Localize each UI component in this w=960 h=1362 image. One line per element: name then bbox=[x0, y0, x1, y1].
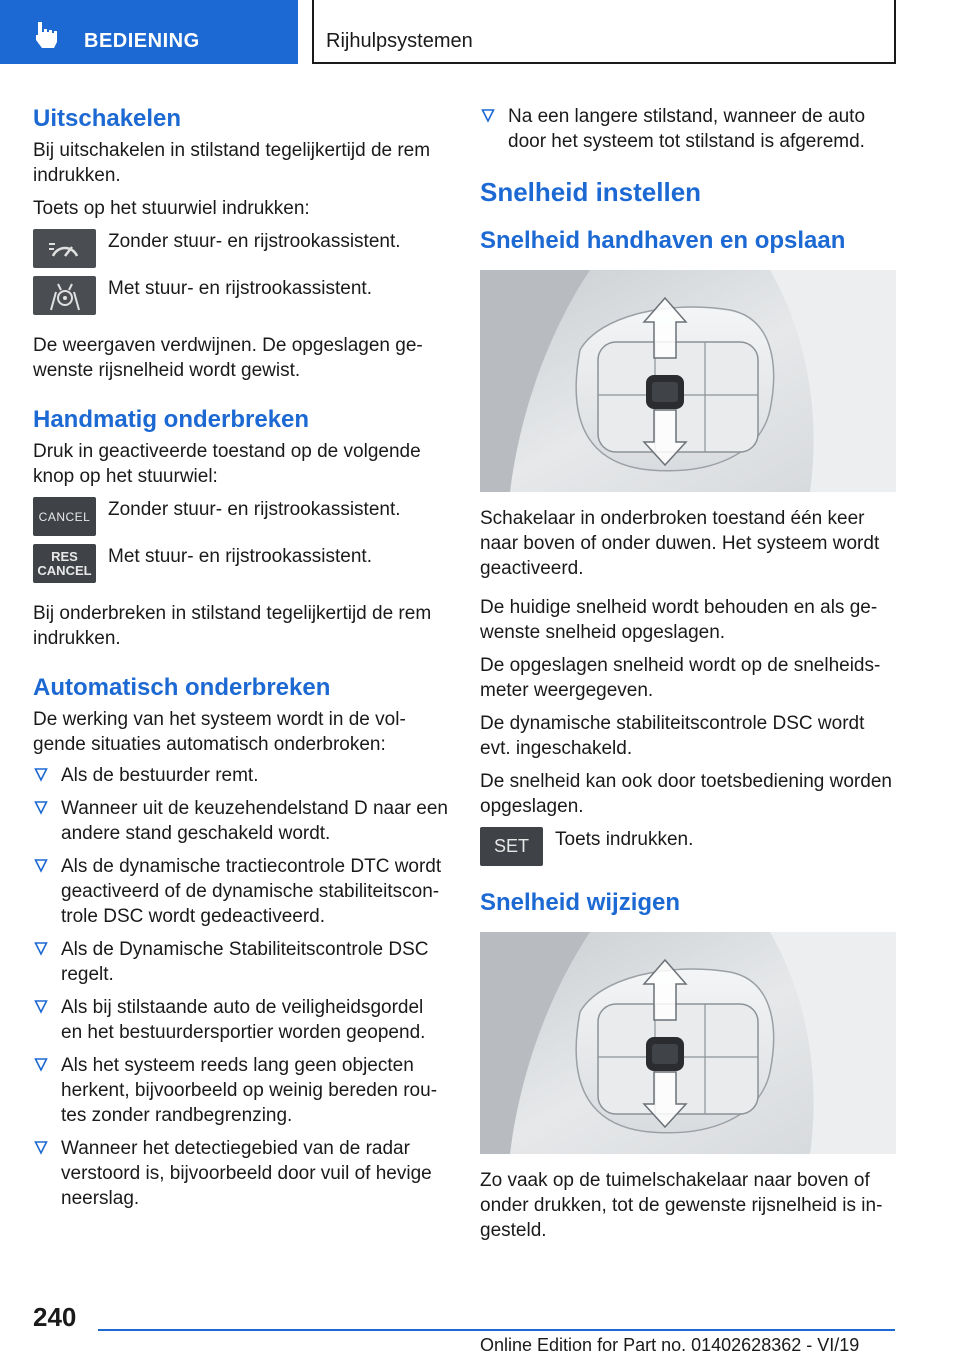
button-description bbox=[33, 276, 449, 315]
paragraph: Druk in geactiveerde toestand op de volgende knop op het stuurwiel: bbox=[33, 441, 421, 487]
button-text: Met stuur- en rijstrookassistent. bbox=[108, 278, 372, 299]
list-item bbox=[33, 763, 449, 788]
paragraph: Toets op het stuurwiel indrukken: bbox=[33, 198, 310, 219]
triangle-bullet-icon bbox=[34, 766, 48, 784]
button-description bbox=[33, 229, 449, 268]
res-label: RES bbox=[51, 548, 78, 564]
list-item-text: Als de bestuurder remt. bbox=[61, 765, 259, 786]
chapter-title: Rijhulpsystemen bbox=[326, 30, 473, 52]
list-item-text: Na een langere stilstand, wanneer de auto door het systeem tot stilstand is afgeremd. bbox=[508, 106, 866, 152]
section-label: BEDIENING bbox=[84, 30, 200, 52]
edition-text: Online Edition for Part no. 01402628362 - VI/19 bbox=[480, 1335, 860, 1355]
list-item-text: Als bij stilstaande auto de veiligheidsgordel en het bestuurdersportier worden geopend. bbox=[61, 997, 426, 1043]
paragraph: De weergaven verdwijnen. De opgeslagen ge-wenste rijsnelheid wordt gewist. bbox=[33, 335, 423, 381]
button-description bbox=[480, 827, 896, 866]
list-item bbox=[33, 854, 449, 929]
heading-snelheid-handhaven: Snelheid handhaven en opslaan bbox=[480, 227, 846, 254]
list-item bbox=[33, 796, 449, 846]
cruise-control-off-icon bbox=[45, 234, 85, 264]
section-tab bbox=[0, 0, 298, 64]
list-item bbox=[33, 1136, 449, 1211]
paragraph: Bij onderbreken in stilstand tegelijkertijd de rem indrukken. bbox=[33, 603, 432, 649]
list-item-text: Als de dynamische tractiecontrole DTC wordt geactiveerd of de dynamische stabiliteitscon-trole DSC wordt gedeactiveerd. bbox=[61, 856, 442, 927]
hand-pointer-icon bbox=[30, 18, 62, 50]
list-item bbox=[33, 937, 449, 987]
button-text: Zonder stuur- en rijstrookassistent. bbox=[108, 231, 401, 252]
paragraph: Schakelaar in onderbroken toestand één keer naar boven of onder duwen. Het systeem wordt geactiveerd. bbox=[480, 508, 880, 579]
triangle-bullet-icon bbox=[34, 857, 48, 875]
triangle-bullet-icon bbox=[34, 1139, 48, 1157]
paragraph: De snelheid kan ook door toetsbediening worden opgeslagen. bbox=[480, 771, 892, 817]
triangle-bullet-icon bbox=[34, 799, 48, 817]
list-item bbox=[33, 1053, 449, 1128]
heading-snelheid-wijzigen: Snelheid wijzigen bbox=[480, 889, 681, 916]
button-text: Met stuur- en rijstrookassistent. bbox=[108, 546, 372, 567]
cruise-off-button-image bbox=[33, 229, 96, 268]
res-cancel-label: CANCEL bbox=[37, 562, 92, 578]
steering-assist-button-image bbox=[33, 276, 96, 315]
heading-snelheid-instellen: Snelheid instellen bbox=[480, 177, 702, 207]
list-item-text: Wanneer uit de keuzehendelstand D naar een andere stand geschakeld wordt. bbox=[61, 798, 448, 844]
button-description bbox=[33, 497, 449, 536]
set-button-image bbox=[480, 827, 543, 866]
heading-handmatig: Handmatig onderbreken bbox=[33, 406, 310, 433]
bullet-list bbox=[33, 763, 449, 1211]
page-number: 240 bbox=[33, 1302, 77, 1332]
set-label: SET bbox=[493, 836, 529, 856]
triangle-bullet-icon bbox=[34, 1056, 48, 1074]
list-item bbox=[33, 995, 449, 1045]
paragraph: De werking van het systeem wordt in de vol-gende situaties automatisch onderbroken: bbox=[33, 709, 406, 755]
left-column bbox=[33, 104, 449, 1219]
button-description bbox=[33, 544, 449, 583]
heading-automatisch: Automatisch onderbreken bbox=[33, 674, 331, 701]
list-item bbox=[480, 104, 896, 154]
button-text: Toets indrukken. bbox=[555, 829, 694, 850]
paragraph: De huidige snelheid wordt behouden en als ge-wenste snelheid opgeslagen. bbox=[480, 597, 878, 643]
cancel-button-image bbox=[33, 497, 96, 536]
paragraph: Bij uitschakelen in stilstand tegelijkertijd de rem indrukken. bbox=[33, 140, 431, 186]
steering-lane-assist-icon bbox=[45, 280, 85, 312]
bullet-list bbox=[480, 104, 896, 154]
paragraph: De dynamische stabiliteitscontrole DSC wordt evt. ingeschakeld. bbox=[480, 713, 865, 759]
heading-uitschakelen: Uitschakelen bbox=[33, 105, 182, 132]
cancel-label: CANCEL bbox=[38, 509, 91, 524]
steering-wheel-switch-photo bbox=[480, 270, 896, 492]
list-item-text: Als het systeem reeds lang geen objecten herkent, bijvoorbeeld op weinig bereden rou-tes zonder randbegrenzing. bbox=[61, 1055, 438, 1126]
list-item-text: Wanneer het detectiegebied van de radar verstoord is, bijvoorbeeld door vuil of hevige neerslag. bbox=[61, 1138, 432, 1209]
paragraph: Zo vaak op de tuimelschakelaar naar boven of onder drukken, tot de gewenste rijsnelheid is in-gesteld. bbox=[480, 1170, 883, 1241]
list-item-text: Als de Dynamische Stabiliteitscontrole DSC regelt. bbox=[61, 939, 429, 985]
paragraph: De opgeslagen snelheid wordt op de snelheids-meter weergegeven. bbox=[480, 655, 881, 701]
triangle-bullet-icon bbox=[34, 940, 48, 958]
steering-wheel-rocker-photo bbox=[480, 932, 896, 1154]
button-text: Zonder stuur- en rijstrookassistent. bbox=[108, 499, 401, 520]
footer-divider bbox=[98, 1329, 895, 1331]
triangle-bullet-icon bbox=[481, 107, 495, 125]
res-cancel-button-image bbox=[33, 544, 96, 583]
right-column bbox=[480, 104, 896, 1243]
triangle-bullet-icon bbox=[34, 998, 48, 1016]
